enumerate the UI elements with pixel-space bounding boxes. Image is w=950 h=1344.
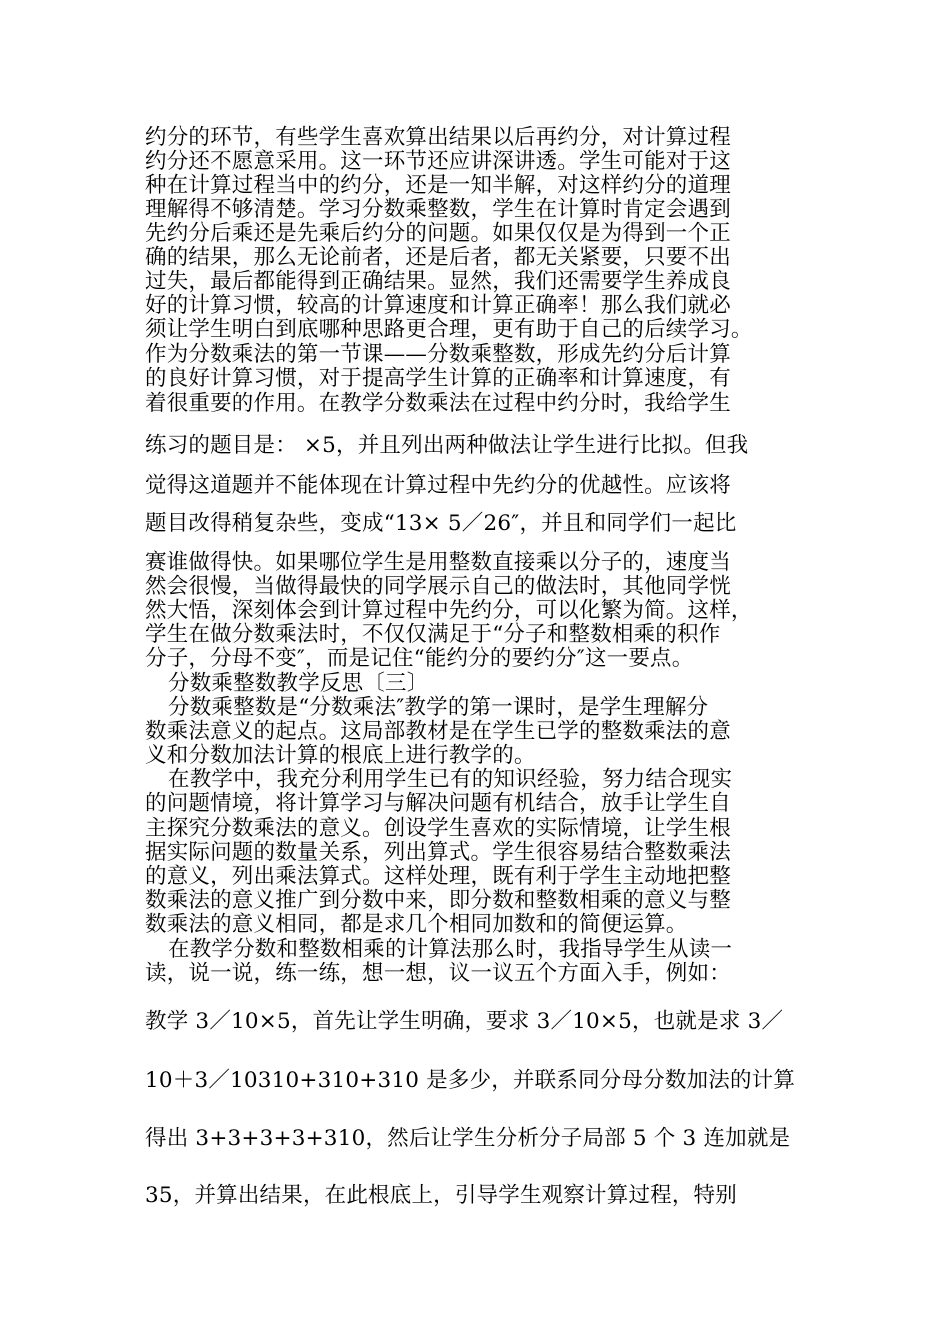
text-line: 赛谁做得快。如果哪位学生是用整数直接乘以分子的，速度当 <box>145 550 731 575</box>
text-line: 数乘法的意义相同，都是求几个相同加数和的简便运算。 <box>145 912 688 937</box>
text-line: 教学 3／10×5，首先让学生明确，要求 3／10×5，也就是求 3／ <box>145 1009 784 1034</box>
text-line: 作为分数乘法的第一节课——分数乘整数，形成先约分后计算 <box>145 342 731 367</box>
text-line: 着很重要的作用。在教学分数乘法在过程中约分时，我给学生 <box>145 391 731 416</box>
text-line: 得出 3+3+3+3+310，然后让学生分析分子局部 5 个 3 连加就是 <box>145 1126 791 1151</box>
text-line: 读，说一说，练一练，想一想，议一议五个方面入手，例如： <box>145 961 731 986</box>
section-heading: 分数乘整数教学反思〔三〕 <box>168 671 429 696</box>
text-line: 数乘法意义的起点。这局部教材是在学生已学的整数乘法的意 <box>145 719 731 744</box>
text-line: 约分的环节，有些学生喜欢算出结果以后再约分，对计算过程 <box>145 125 731 150</box>
text-line: 学生在做分数乘法时，不仅仅满足于“分子和整数相乘的积作 <box>145 622 721 647</box>
text-line: 的问题情境，将计算学习与解决问题有机结合，放手让学生自 <box>145 791 731 816</box>
text-line: 须让学生明白到底哪种思路更合理，更有助于自己的后续学习。 <box>145 317 753 342</box>
text-line: 据实际问题的数量关系，列出算式。学生很容易结合整数乘法 <box>145 840 731 865</box>
text-line: 好的计算习惯，较高的计算速度和计算正确率！那么我们就必 <box>145 293 731 318</box>
text-line: 练习的题目是： ×5，并且列出两种做法让学生进行比拟。但我 <box>145 433 749 458</box>
text-line: 主探究分数乘法的意义。创设学生喜欢的实际情境，让学生根 <box>145 816 731 841</box>
text-line: 种在计算过程当中的约分，还是一知半解，对这样约分的道理 <box>145 173 731 198</box>
text-line: 理解得不够清楚。学习分数乘整数，学生在计算时肯定会遇到 <box>145 197 731 222</box>
text-line: 义和分数加法计算的根底上进行教学的。 <box>145 743 536 768</box>
text-line: 过失，最后都能得到正确结果。显然，我们还需要学生养成良 <box>145 269 731 294</box>
text-line: 先约分后乘还是先乘后约分的问题。如果仅仅是为得到一个正 <box>145 221 731 246</box>
text-line: 然会很慢，当做得最快的同学展示自己的做法时，其他同学恍 <box>145 574 731 599</box>
text-line: 在教学中，我充分利用学生已有的知识经验，努力结合现实 <box>168 767 733 792</box>
text-line: 数乘法的意义推广到分数中来，即分数和整数相乘的意义与整 <box>145 888 731 913</box>
text-line: 的意义，列出乘法算式。这样处理，既有利于学生主动地把整 <box>145 864 731 889</box>
text-line: 题目改得稍复杂些，变成“13× 5／26″，并且和同学们一起比 <box>145 511 737 536</box>
text-line: 觉得这道题并不能体现在计算过程中先约分的优越性。应该将 <box>145 473 731 498</box>
text-line: 在教学分数和整数相乘的计算法那么时，我指导学生从读一 <box>168 937 733 962</box>
text-line: 分子，分母不变″，而是记住“能约分的要约分″这一要点。 <box>145 646 694 671</box>
text-line: 35，并算出结果，在此根底上，引导学生观察计算过程，特别 <box>145 1183 737 1208</box>
text-line: 分数乘整数是“分数乘法″教学的第一课时，是学生理解分 <box>168 695 709 720</box>
text-line: 然大悟，深刻体会到计算过程中先约分，可以化繁为简。这样， <box>145 598 753 623</box>
text-line: 约分还不愿意采用。这一环节还应讲深讲透。学生可能对于这 <box>145 149 731 174</box>
text-line: 10＋3／10310+310+310 是多少，并联系同分母分数加法的计算 <box>145 1068 796 1093</box>
text-line: 确的结果，那么无论前者，还是后者，都无关紧要，只要不出 <box>145 245 731 270</box>
text-line: 的良好计算习惯，对于提高学生计算的正确率和计算速度，有 <box>145 366 731 391</box>
